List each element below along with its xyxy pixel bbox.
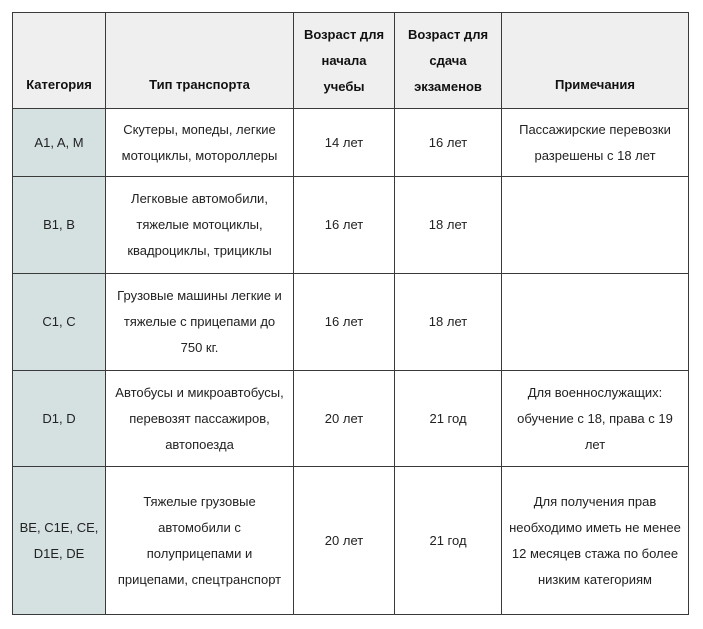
- notes-cell: Для военнослужащих: обучение с 18, права с 19 лет: [502, 371, 689, 467]
- notes-cell: [502, 274, 689, 371]
- exam-age-cell: 18 лет: [395, 274, 502, 371]
- header-notes: Примечания: [502, 13, 689, 109]
- exam-age-cell: 21 год: [395, 371, 502, 467]
- category-cell: D1, D: [13, 371, 106, 467]
- category-cell: A1, A, M: [13, 109, 106, 177]
- header-study-age: Возраст для начала учебы: [294, 13, 395, 109]
- vehicle-type-cell: Автобусы и микроавтобусы, перевозят пассажиров, автопоезда: [106, 371, 294, 467]
- table-row: [13, 467, 689, 615]
- vehicle-type-cell: Тяжелые грузовые автомобили с полуприцепами и прицепами, спецтранспорт: [106, 467, 294, 615]
- notes-cell: Для получения прав необходимо иметь не менее 12 месяцев стажа по более низким категориям: [502, 467, 689, 615]
- notes-cell: [502, 177, 689, 274]
- header-exam-age: Возраст для сдача экзаменов: [395, 13, 502, 109]
- category-cell: C1, C: [13, 274, 106, 371]
- vehicle-type-cell: Грузовые машины легкие и тяжелые с прицепами до 750 кг.: [106, 274, 294, 371]
- table-row: [13, 274, 689, 371]
- study-age-cell: 16 лет: [294, 274, 395, 371]
- exam-age-cell: 18 лет: [395, 177, 502, 274]
- study-age-cell: 20 лет: [294, 467, 395, 615]
- vehicle-type-cell: Скутеры, мопеды, легкие мотоциклы, мотороллеры: [106, 109, 294, 177]
- exam-age-cell: 21 год: [395, 467, 502, 615]
- vehicle-type-cell: Легковые автомобили, тяжелые мотоциклы, квадроциклы, трициклы: [106, 177, 294, 274]
- exam-age-cell: 16 лет: [395, 109, 502, 177]
- study-age-cell: 14 лет: [294, 109, 395, 177]
- category-cell: BE, C1E, CE, D1E, DE: [13, 467, 106, 615]
- header-category: Категория: [13, 13, 106, 109]
- notes-cell: Пассажирские перевозки разрешены с 18 лет: [502, 109, 689, 177]
- study-age-cell: 20 лет: [294, 371, 395, 467]
- study-age-cell: 16 лет: [294, 177, 395, 274]
- table-row: [13, 177, 689, 274]
- table-row: [13, 371, 689, 467]
- header-vehicle-type: Тип транспорта: [106, 13, 294, 109]
- table-row: [13, 109, 689, 177]
- license-categories-table: [12, 12, 689, 615]
- category-cell: B1, B: [13, 177, 106, 274]
- header-row: [13, 13, 689, 109]
